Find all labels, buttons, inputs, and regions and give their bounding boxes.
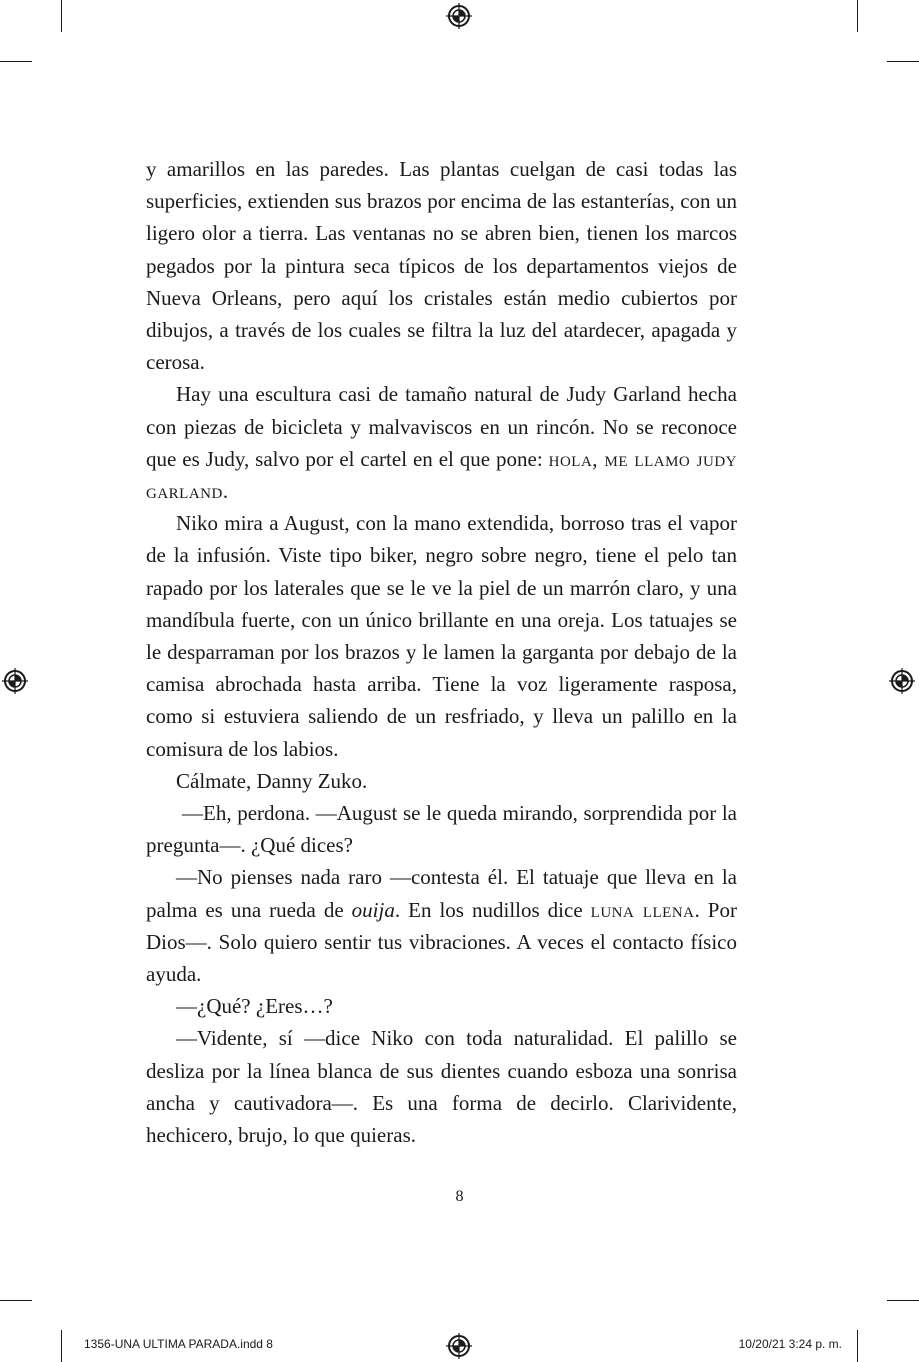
paragraph: [146, 797, 737, 861]
slug-date-info: 10/20/21 3:24 p. m.: [738, 1337, 842, 1351]
crop-mark-top-right: [857, 0, 858, 32]
text-run: —No pienses nada raro —contesta él. El tatuaje que lleva en la palma es una rueda de: [146, 865, 737, 922]
registration-mark-right-icon: [889, 668, 915, 694]
body-text: [146, 153, 737, 1151]
crop-mark-left-top: [0, 61, 32, 62]
paragraph: [146, 378, 737, 507]
text-run: Hay una escultura casi de tamaño natural de Judy Garland hecha con piezas de bicicleta y malvaviscos en un rincón. No se reconoce que es Judy, salvo por el cartel en el que pone:: [146, 382, 737, 471]
paragraph: [146, 861, 737, 990]
text-run: Niko mira a August, con la mano extendida, borroso tras el vapor de la infusión. Viste tipo biker, negro sobre negro, tiene el pelo tan rapado por los laterales que se le ve la piel de un marrón claro, y una mandíbula fuerte, con un único brillante en una oreja. Los tatuajes se le desparraman por los brazos y le lamen la garganta por debajo de la camisa abrochada hasta arriba. Tiene la voz ligeramente rasposa, como si estuviera saliendo de un resfriado, y lleva un palillo en la comisura de los labios.: [146, 511, 737, 761]
text-run: y amarillos en las paredes. Las plantas cuelgan de casi todas las superficies, extienden sus brazos por encima de las estanterías, con un ligero olor a tierra. Las ventanas no se abren bien, tienen los marcos pegados por la pintura seca típicos de los departamentos viejos de Nueva Orleans, pero aquí los cristales están medio cubiertos por dibujos, a través de los cuales se filtra la luz del atardecer, apagada y cerosa.: [146, 157, 737, 375]
paragraph: [146, 765, 737, 797]
text-run: . En los nudillos dice: [394, 897, 591, 922]
registration-mark-left-icon: [2, 668, 28, 694]
crop-mark-top-left: [61, 0, 62, 32]
small-caps-text: hola, me llamo judy garland.: [146, 446, 737, 504]
crop-mark-bottom-left: [61, 1330, 62, 1362]
registration-mark-top-icon: [446, 3, 472, 29]
text-run: . Por Dios—. Solo quiero sentir tus vibraciones. A veces el contacto físico ayuda.: [146, 897, 737, 987]
crop-mark-right-top: [887, 61, 919, 62]
slug-file-info: 1356-UNA ULTIMA PARADA.indd 8: [84, 1337, 273, 1351]
paragraph: [146, 990, 737, 1022]
paragraph: [146, 153, 737, 378]
crop-mark-right-bottom: [887, 1300, 919, 1301]
crop-mark-left-bottom: [0, 1300, 32, 1301]
crop-mark-bottom-right: [857, 1330, 858, 1362]
paragraph: [146, 1022, 737, 1151]
italic-text: ouija: [351, 897, 395, 922]
text-run: Cálmate, Danny Zuko.: [176, 768, 368, 793]
text-run: —¿Qué? ¿Eres…?: [176, 994, 333, 1019]
small-caps-text: luna llena: [590, 897, 695, 922]
text-run: —Vidente, sí —dice Niko con toda naturalidad. El palillo se desliza por la línea blanca de sus dientes cuando esboza una sonrisa ancha y cautivadora—. Es una forma de decirlo. Clarividente, hechicero, brujo, lo que quieras.: [146, 1026, 737, 1148]
text-run: —Eh, perdona. —August se le queda mirando, sorprendida por la pregunta—. ¿Qué dices?: [146, 801, 737, 858]
page-number: 8: [455, 1188, 464, 1205]
paragraph: [146, 507, 737, 765]
registration-mark-bottom-icon: [446, 1333, 472, 1359]
